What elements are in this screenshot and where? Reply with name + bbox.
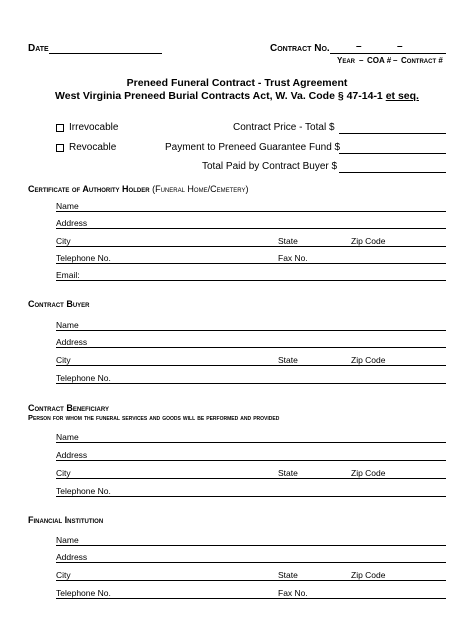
guarantee-fund-label: Payment to Preneed Guarantee Fund $ bbox=[165, 142, 341, 153]
institution-telephone-fax-field[interactable] bbox=[56, 598, 446, 599]
buyer-name-field[interactable] bbox=[56, 330, 446, 331]
coa-address-field[interactable] bbox=[56, 228, 446, 229]
title-line-2-text: West Virginia Preneed Burial Contracts Act, W. Va. Code § 47-14-1 bbox=[55, 90, 386, 102]
coa-name-field[interactable] bbox=[56, 211, 446, 212]
beneficiary-heading: Contract Beneficiary bbox=[28, 403, 109, 413]
buyer-telephone-field[interactable] bbox=[56, 383, 446, 384]
institution-heading: Financial Institution bbox=[28, 515, 104, 525]
buyer-city-label: City bbox=[56, 355, 71, 365]
coa-holder-title: Certificate of Authority Holder bbox=[28, 184, 150, 194]
contract-dash-1: – bbox=[356, 41, 362, 52]
coa-zip-label: Zip Code bbox=[351, 236, 386, 246]
institution-fax-label: Fax No. bbox=[278, 588, 308, 598]
beneficiary-address-label: Address bbox=[56, 450, 88, 460]
sub-contract: Contract # bbox=[401, 56, 443, 65]
coa-email-field[interactable] bbox=[56, 280, 446, 281]
coa-email-label: Email: bbox=[56, 270, 80, 280]
beneficiary-city-state-zip-field[interactable] bbox=[56, 478, 446, 479]
institution-zip-label: Zip Code bbox=[351, 570, 386, 580]
institution-state-label: State bbox=[278, 570, 298, 580]
contract-price-field[interactable] bbox=[339, 133, 446, 134]
coa-city-label: City bbox=[56, 236, 71, 246]
beneficiary-zip-label: Zip Code bbox=[351, 468, 386, 478]
beneficiary-address-field[interactable] bbox=[56, 460, 446, 461]
coa-name-label: Name bbox=[56, 201, 79, 211]
contract-dash-2: – bbox=[397, 41, 403, 52]
institution-city-state-zip-field[interactable] bbox=[56, 580, 446, 581]
institution-address-label: Address bbox=[56, 552, 88, 562]
buyer-telephone-label: Telephone No. bbox=[56, 373, 111, 383]
total-paid-field[interactable] bbox=[339, 172, 446, 173]
coa-telephone-label: Telephone No. bbox=[56, 253, 111, 263]
buyer-address-field[interactable] bbox=[56, 347, 446, 348]
date-field[interactable] bbox=[49, 53, 162, 54]
revocable-checkbox[interactable] bbox=[56, 144, 64, 152]
title-line-1: Preneed Funeral Contract - Trust Agreement bbox=[126, 77, 348, 89]
institution-name-label: Name bbox=[56, 535, 79, 545]
sub-dash-1: – bbox=[359, 56, 364, 65]
sub-coa: COA # bbox=[367, 56, 392, 65]
contract-no-label: Contract No. bbox=[270, 43, 330, 54]
coa-state-label: State bbox=[278, 236, 298, 246]
contract-no-field[interactable] bbox=[330, 53, 446, 54]
buyer-state-label: State bbox=[278, 355, 298, 365]
total-paid-label: Total Paid by Contract Buyer $ bbox=[202, 161, 338, 172]
beneficiary-name-label: Name bbox=[56, 432, 79, 442]
sub-year: Year bbox=[337, 56, 356, 65]
buyer-zip-label: Zip Code bbox=[351, 355, 386, 365]
guarantee-fund-field[interactable] bbox=[339, 153, 446, 154]
sub-dash-2: – bbox=[393, 56, 398, 65]
coa-address-label: Address bbox=[56, 218, 88, 228]
date-label: Date bbox=[28, 43, 49, 54]
contract-price-label: Contract Price - Total $ bbox=[233, 122, 335, 133]
beneficiary-telephone-label: Telephone No. bbox=[56, 486, 111, 496]
coa-holder-heading bbox=[28, 184, 248, 194]
buyer-heading: Contract Buyer bbox=[28, 299, 90, 309]
coa-holder-subtitle: (Funeral Home/Cemetery) bbox=[152, 184, 249, 194]
coa-city-state-zip-field[interactable] bbox=[56, 246, 446, 247]
revocable-label: Revocable bbox=[69, 142, 117, 153]
coa-fax-label: Fax No. bbox=[278, 253, 308, 263]
beneficiary-telephone-field[interactable] bbox=[56, 496, 446, 497]
title-line-2 bbox=[0, 90, 474, 102]
beneficiary-state-label: State bbox=[278, 468, 298, 478]
irrevocable-label: Irrevocable bbox=[69, 122, 119, 133]
buyer-name-label: Name bbox=[56, 320, 79, 330]
coa-telephone-fax-field[interactable] bbox=[56, 263, 446, 264]
title-et-seq: et seq. bbox=[385, 90, 419, 102]
institution-address-field[interactable] bbox=[56, 562, 446, 563]
irrevocable-checkbox[interactable] bbox=[56, 124, 64, 132]
institution-telephone-label: Telephone No. bbox=[56, 588, 111, 598]
beneficiary-subheading: Person for whom the funeral services and goods will be performed and provided bbox=[28, 413, 280, 422]
buyer-city-state-zip-field[interactable] bbox=[56, 365, 446, 366]
buyer-address-label: Address bbox=[56, 337, 88, 347]
institution-name-field[interactable] bbox=[56, 545, 446, 546]
beneficiary-name-field[interactable] bbox=[56, 442, 446, 443]
institution-city-label: City bbox=[56, 570, 71, 580]
beneficiary-city-label: City bbox=[56, 468, 71, 478]
